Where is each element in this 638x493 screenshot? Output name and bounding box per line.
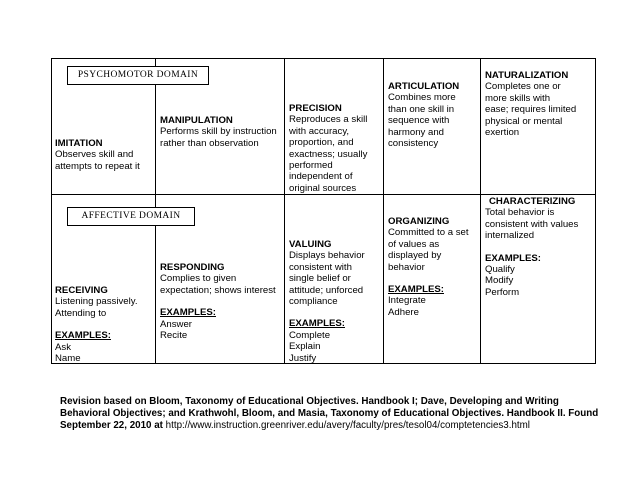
examples-label: EXAMPLES: [485,252,541,264]
affective-responding-cell [160,262,284,341]
psychomotor-domain-label: PSYCHOMOTOR DOMAIN [67,66,209,85]
level-description: Committed to a set [388,227,469,239]
level-description: Performs skill by instruction [160,126,277,138]
level-description: more skills with [485,92,551,104]
psychomotor-manipulation-cell [160,115,284,149]
level-description: of values as [388,238,440,250]
affective-receiving-cell [55,285,153,364]
level-description: compliance [289,296,338,308]
level-title: MANIPULATION [160,115,233,126]
level-description: consistent with values [485,218,579,230]
level-description: exactness; usually [289,148,368,160]
level-description: single belief or [289,273,351,285]
affective-domain-label: AFFECTIVE DOMAIN [67,207,195,226]
column-divider [480,59,481,363]
level-description: Listening passively. [55,296,138,308]
level-description: expectation; shows interest [160,284,276,296]
citation-footer [60,396,600,433]
psychomotor-imitation-cell [55,138,153,172]
affective-valuing-cell [289,239,383,364]
level-title: ARTICULATION [388,81,460,92]
level-description: attitude; unforced [289,284,364,296]
level-description: Complies to given [160,273,237,285]
level-description: consistent with [289,261,352,273]
level-description: consistency [388,138,439,150]
level-description: independent of [289,171,353,183]
examples-label: EXAMPLES: [160,307,216,319]
level-description: Reproduces a skill [289,114,368,126]
column-divider [284,59,285,363]
level-description: physical or mental [485,115,563,127]
citation-url[interactable]: http://www.instruction.greenriver.edu/avery/faculty/pres/tesol04/comptetencies3.html [165,420,530,432]
example-item: Integrate [388,295,426,307]
level-description: Combines more [388,92,456,104]
level-description: Displays behavior [289,250,365,262]
column-divider [383,59,384,363]
level-title: VALUING [289,239,332,250]
example-item: Recite [160,330,188,342]
level-description: Observes skill and [55,149,134,161]
level-description: attempts to repeat it [55,160,140,172]
level-description: behavior [388,261,425,273]
example-item: Complete [289,329,331,341]
psychomotor-precision-cell [289,103,383,194]
level-description: original sources [289,182,357,194]
psychomotor-articulation-cell [388,81,480,149]
example-item: Answer [160,318,192,330]
level-description: proportion, and [289,137,354,149]
examples-label: EXAMPLES: [388,284,444,296]
example-item: Adhere [388,306,419,318]
level-description: Attending to [55,307,107,319]
level-description: rather than observation [160,137,259,149]
level-description: than one skill in [388,103,455,115]
example-item: Perform [485,286,520,298]
example-item: Modify [485,275,514,287]
level-description: exertion [485,127,520,139]
level-description: internalized [485,230,535,242]
level-description: displayed by [388,250,442,262]
examples-label: EXAMPLES: [289,318,345,330]
level-description: sequence with [388,115,450,127]
example-item: Name [55,353,81,365]
examples-label: EXAMPLES: [55,330,111,342]
example-item: Justify [289,352,317,364]
level-description: Total behavior is [485,207,555,219]
affective-organizing-cell [388,216,480,318]
psychomotor-naturalization-cell [485,70,595,138]
citation-text: Revision based on Bloom, Taxonomy of Educational Objectives. Handbook I; Dave, Developing and Writing Behavioral Objectives; and Krathwohl, Bloom, and Masia, Taxonomy of Educational Objectives. Handbook II. Found September 22, 2010 at [60,396,599,432]
example-item: Qualify [485,264,515,276]
level-description: Completes one or [485,81,561,93]
example-item: Explain [289,341,321,353]
level-description: harmony and [388,126,444,138]
level-description: with accuracy, [289,125,350,137]
level-title: PRECISION [289,103,342,114]
affective-characterizing-cell [485,196,595,298]
level-description: performed [289,160,333,172]
example-item: Ask [55,341,71,353]
level-title: RESPONDING [160,262,225,273]
level-title: RECEIVING [55,285,108,296]
level-title: ORGANIZING [388,216,450,227]
level-description: ease; requires limited [485,104,577,116]
level-title: IMITATION [55,138,103,149]
level-title: NATURALIZATION [485,70,569,81]
level-title: CHARACTERIZING [489,196,576,207]
